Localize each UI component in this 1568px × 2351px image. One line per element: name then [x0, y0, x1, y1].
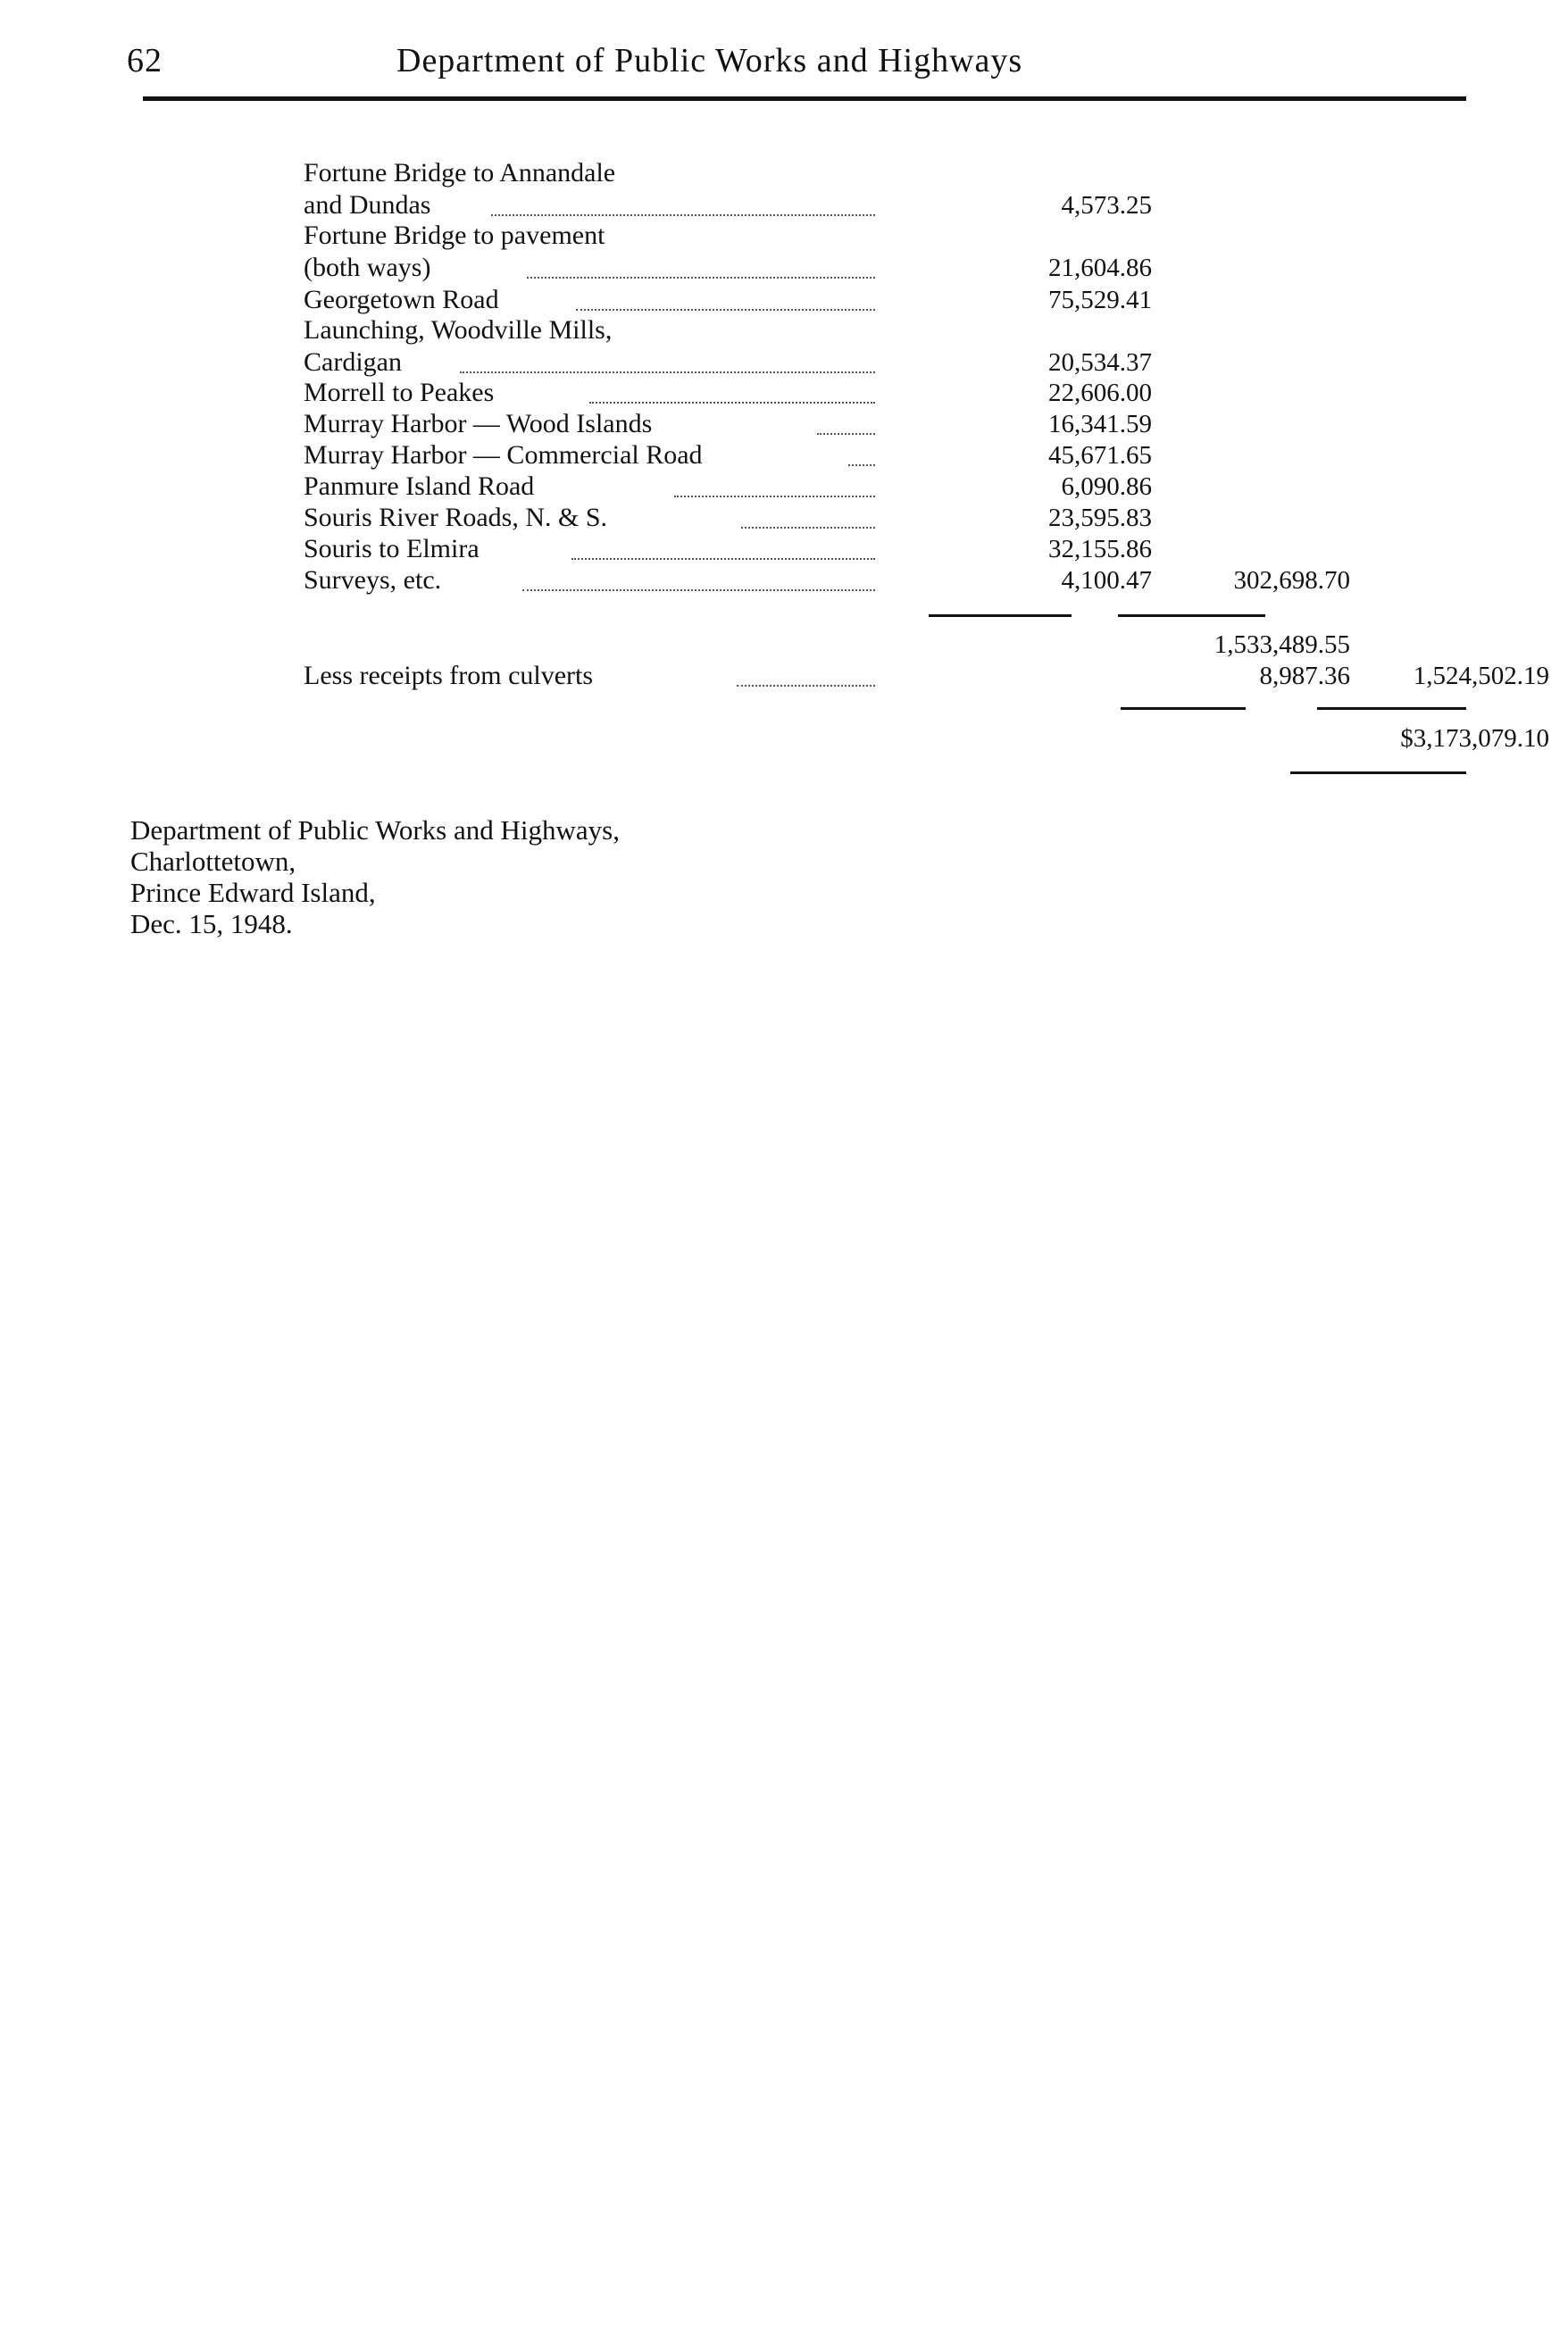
dot-leader [741, 495, 875, 529]
less-label: Less receipts from culverts [304, 661, 594, 690]
ledger-row [304, 564, 1464, 596]
entry-amount: 4,100.47 [1061, 566, 1152, 595]
entry-label: Murray Harbor — Wood Islands [304, 409, 653, 438]
ledger-row [304, 471, 1464, 503]
dot-leader [817, 401, 875, 435]
running-total: 1,533,489.55 [1214, 630, 1350, 659]
ledger-row [304, 660, 1549, 692]
entry-amount: 4,573.25 [1061, 191, 1152, 220]
grand-total: $3,173,079.10 [1400, 724, 1549, 753]
entry-amount: 45,671.65 [1048, 441, 1152, 470]
ledger-row [304, 377, 1464, 409]
signature-city: Charlottetown, [130, 846, 296, 877]
signature-department: Department of Public Works and Highways, [130, 814, 620, 846]
entry-label: Souris to Elmira [304, 534, 480, 563]
dot-leader [527, 245, 875, 279]
entry-label: Murray Harbor — Commercial Road [304, 440, 703, 470]
header-rule [143, 96, 1466, 101]
ledger-row [304, 439, 1464, 471]
signature-province: Prince Edward Island, [130, 877, 376, 908]
entry-label: Fortune Bridge to pavement [304, 221, 605, 250]
running-title: Department of Public Works and Highways [396, 42, 1023, 79]
total-rule [1290, 771, 1466, 774]
entry-label: (both ways) [304, 253, 431, 282]
entry-amount: 16,341.59 [1048, 410, 1152, 438]
dot-leader [522, 557, 875, 591]
dot-leader [848, 432, 875, 466]
entry-label: Cardigan [304, 347, 402, 377]
dot-leader [460, 339, 875, 373]
entry-label: Surveys, etc. [304, 565, 442, 595]
entry-amount: 20,534.37 [1048, 348, 1152, 377]
entry-label: Launching, Woodville Mills, [304, 315, 613, 345]
entry-label: Panmure Island Road [304, 471, 535, 501]
less-amount: 8,987.36 [1259, 662, 1350, 690]
entry-label: Fortune Bridge to Annandale [304, 158, 616, 188]
net-amount: 1,524,502.19 [1413, 662, 1549, 690]
ledger-row [304, 284, 1464, 316]
sum-rule [1317, 707, 1466, 710]
ledger-row [304, 629, 1464, 661]
entry-amount: 32,155.86 [1048, 535, 1152, 563]
entry-label: Morrell to Peakes [304, 378, 495, 407]
ledger-row [304, 533, 1464, 565]
ledger-row [304, 408, 1464, 440]
signature-date: Dec. 15, 1948. [130, 908, 293, 939]
ledger-row [304, 346, 1464, 379]
entry-label: and Dundas [304, 190, 431, 220]
entry-amount: 6,090.86 [1061, 472, 1152, 501]
sum-rule [1118, 614, 1265, 617]
ledger-row [304, 189, 1464, 221]
sum-rule [1121, 707, 1246, 710]
entry-label: Georgetown Road [304, 285, 499, 314]
entry-amount: 21,604.86 [1048, 254, 1152, 282]
dot-leader [589, 370, 875, 404]
subtotal-amount: 302,698.70 [1233, 566, 1350, 595]
entry-amount: 23,595.83 [1048, 504, 1152, 532]
dot-leader [571, 526, 875, 560]
dot-leader [674, 463, 875, 497]
sum-rule [929, 614, 1072, 617]
dot-leader [576, 277, 875, 311]
entry-amount: 22,606.00 [1048, 379, 1152, 407]
entry-amount: 75,529.41 [1048, 286, 1152, 314]
dot-leader [491, 182, 875, 216]
page-number: 62 [127, 42, 163, 79]
dot-leader [737, 653, 875, 687]
ledger-row [304, 502, 1464, 534]
ledger-row [304, 252, 1464, 284]
entry-label: Souris River Roads, N. & S. [304, 503, 608, 532]
ledger-row [304, 722, 1549, 754]
